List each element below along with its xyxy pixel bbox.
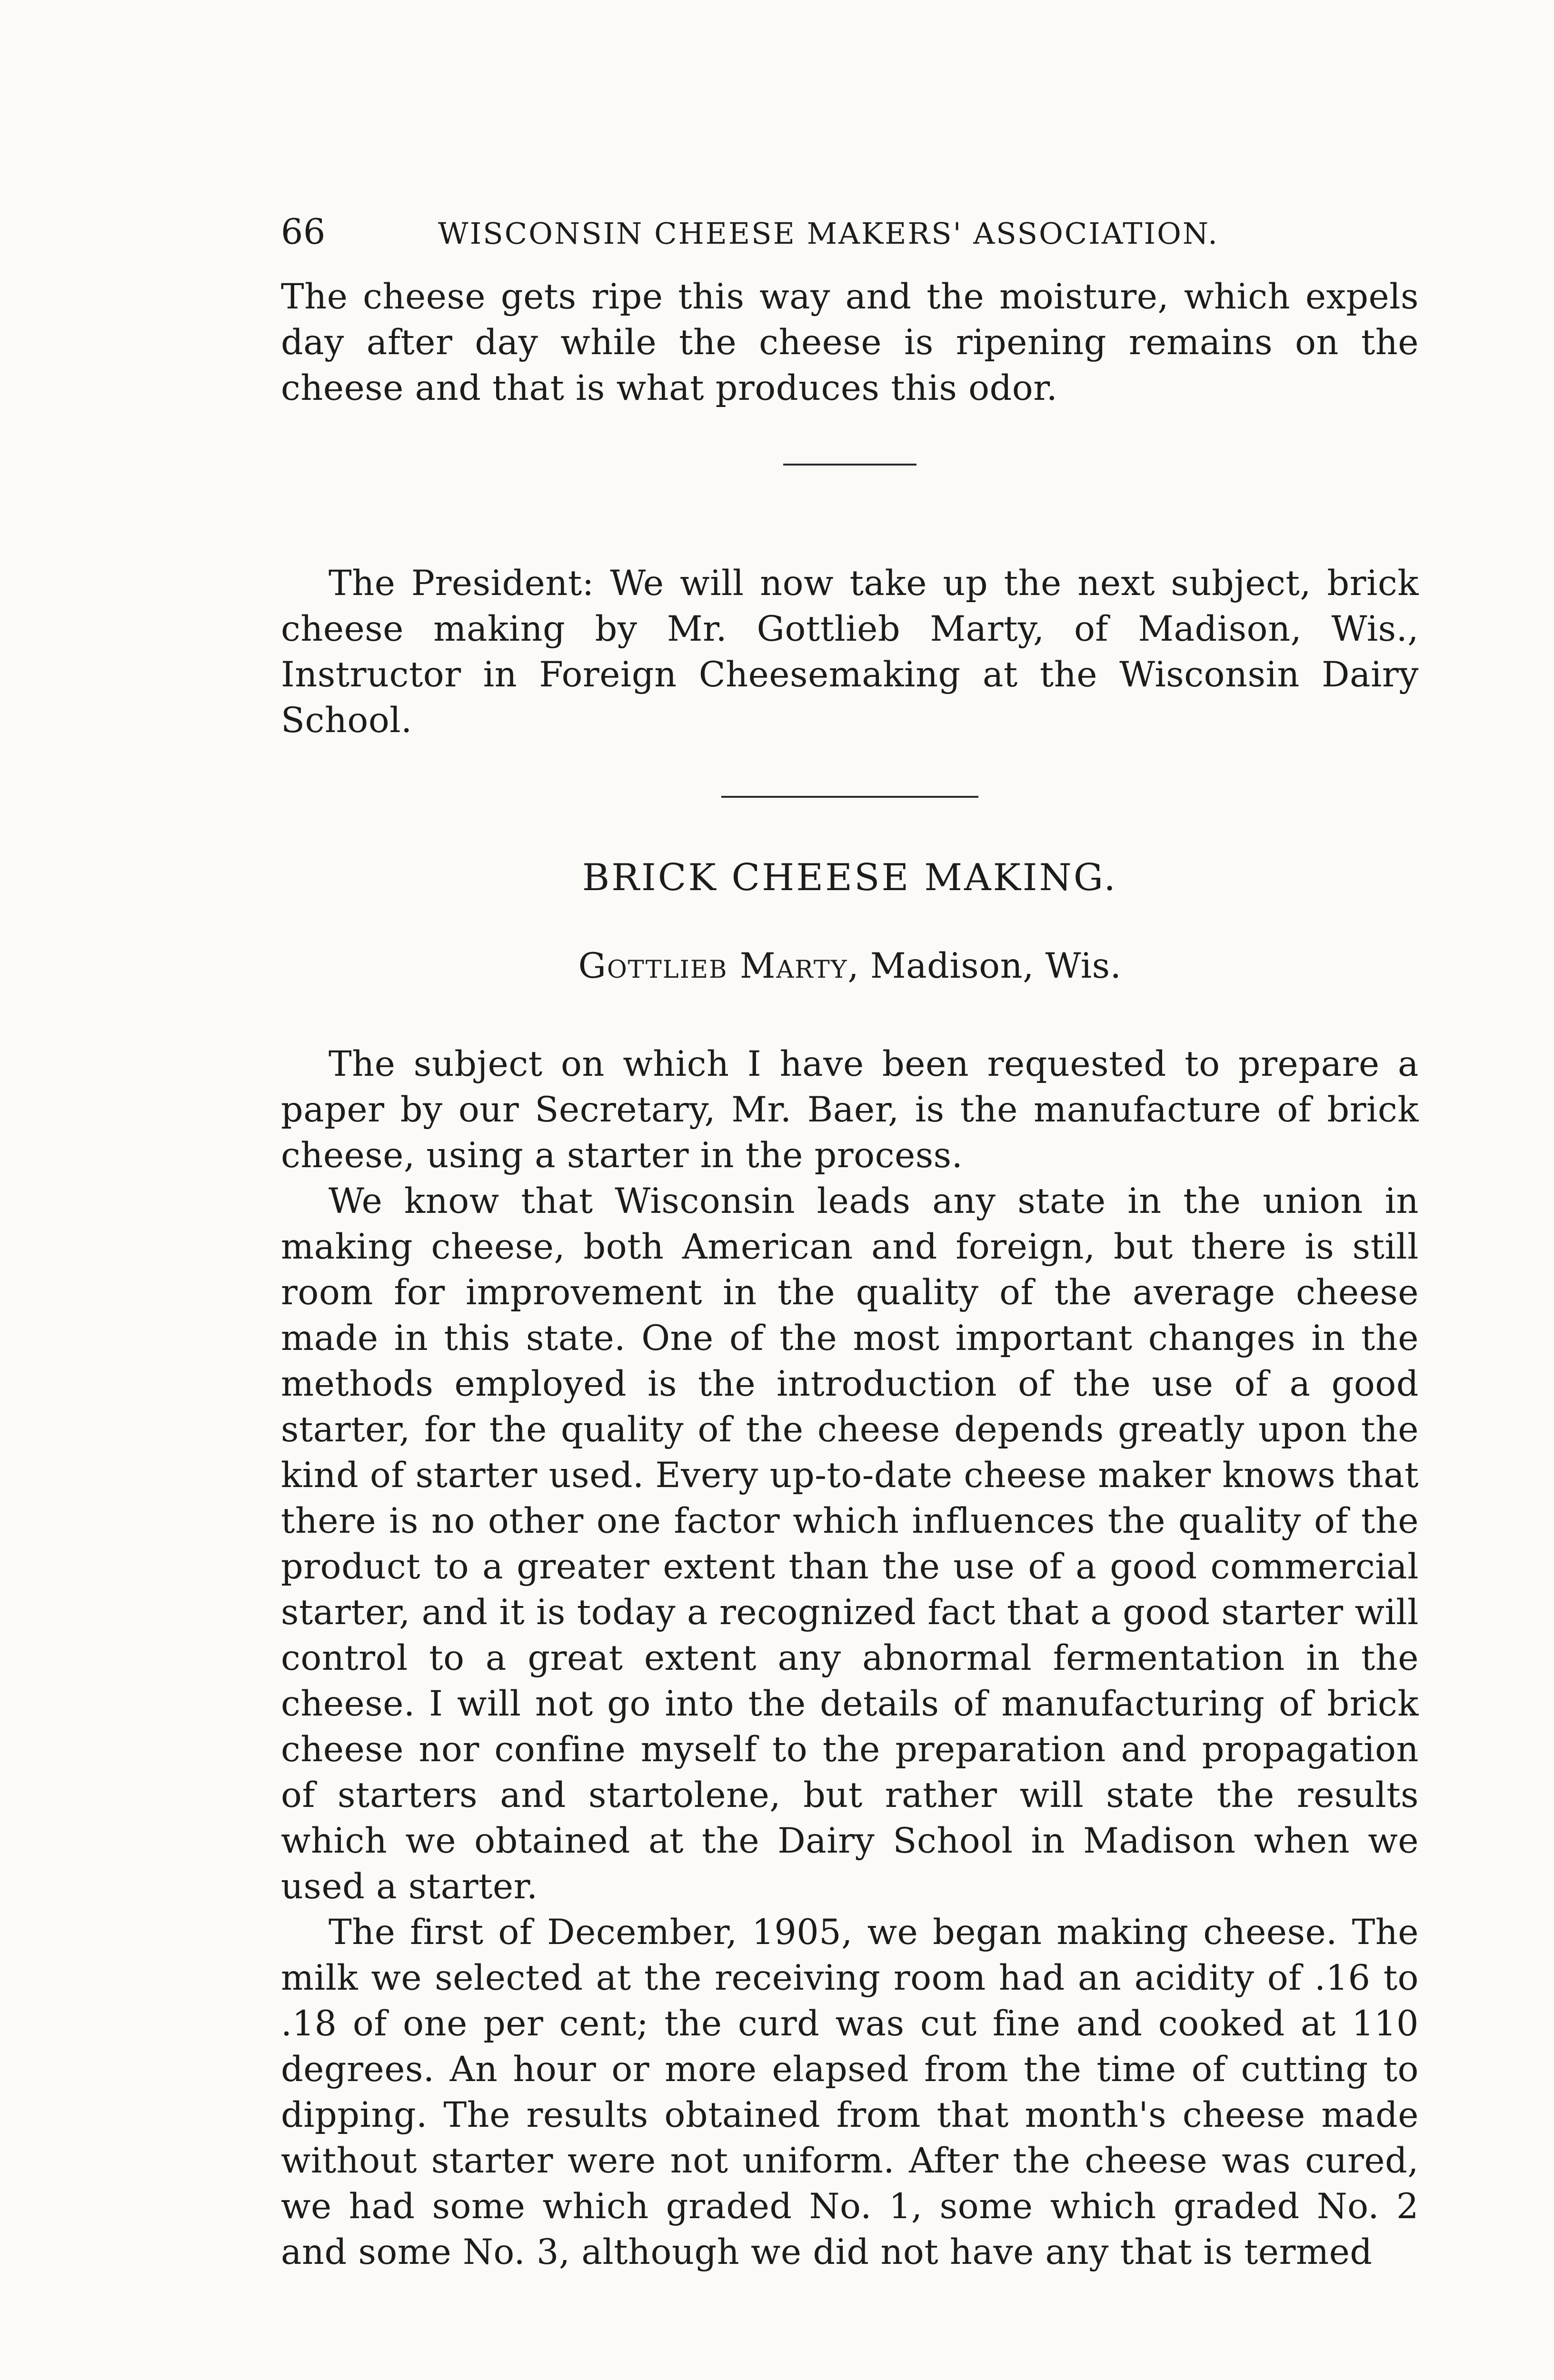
- author-place: , Madison, Wis.: [847, 946, 1122, 986]
- president-remark: The President: We will now take up the next subject, brick cheese making by Mr. Gottlieb Marty, of Madison, Wis., Instructor in Foreign Cheesemaking at the Wisconsin Dairy School.: [281, 563, 1419, 741]
- body-paragraph: We know that Wisconsin leads any state in the union in making cheese, both American and foreign, but there is still room for improvement in the quality of the average cheese made in this state. One of the most important changes in the methods employed is the introduction of the use of a good starter, for the quality of the cheese depends greatly upon the kind of starter used. Every up-to-date cheese maker knows that there is no other one factor which influences the quality of the product to a greater extent than the use of a good commercial starter, and it is today a recognized fact that a good starter will control to a great extent any abnormal fermentation in the cheese. I will not go into the details of manufacturing of brick cheese nor confine myself to the preparation and propagation of starters and startolene, but rather will state the results which we obtained at the Dairy School in Madison when we used a starter.: [281, 1181, 1419, 1907]
- body-paragraph: The first of December, 1905, we began making cheese. The milk we selected at the receiving room had an acidity of .16 to .18 of one per cent; the curd was cut fine and cooked at 110 degrees. An hour or more elapsed from the time of cutting to dipping. The results obtained from that month's cheese made without starter were not uniform. After the cheese was cured, we had some which graded No. 1, some which graded No. 2 and some No. 3, although we did not have any that is termed: [281, 1912, 1419, 2272]
- byline: [281, 943, 1419, 989]
- continued-paragraph: The cheese gets ripe this way and the moisture, which expels day after day while the cheese is ripening remains on the cheese and that is what produces this odor.: [281, 277, 1419, 408]
- page-number: 66: [281, 212, 326, 252]
- running-title: WISCONSIN CHEESE MAKERS' ASSOCIATION.: [438, 216, 1219, 251]
- author-name: Gottlieb Marty: [578, 946, 848, 986]
- book-page: [281, 209, 1419, 2275]
- section-divider: [721, 796, 978, 798]
- running-header: [281, 209, 1419, 255]
- section-divider: [783, 464, 916, 466]
- article-title: BRICK CHEESE MAKING.: [582, 856, 1118, 899]
- body-paragraph: The subject on which I have been requested to prepare a paper by our Secretary, Mr. Baer, is the manufacture of brick cheese, using a starter in the process.: [281, 1044, 1419, 1176]
